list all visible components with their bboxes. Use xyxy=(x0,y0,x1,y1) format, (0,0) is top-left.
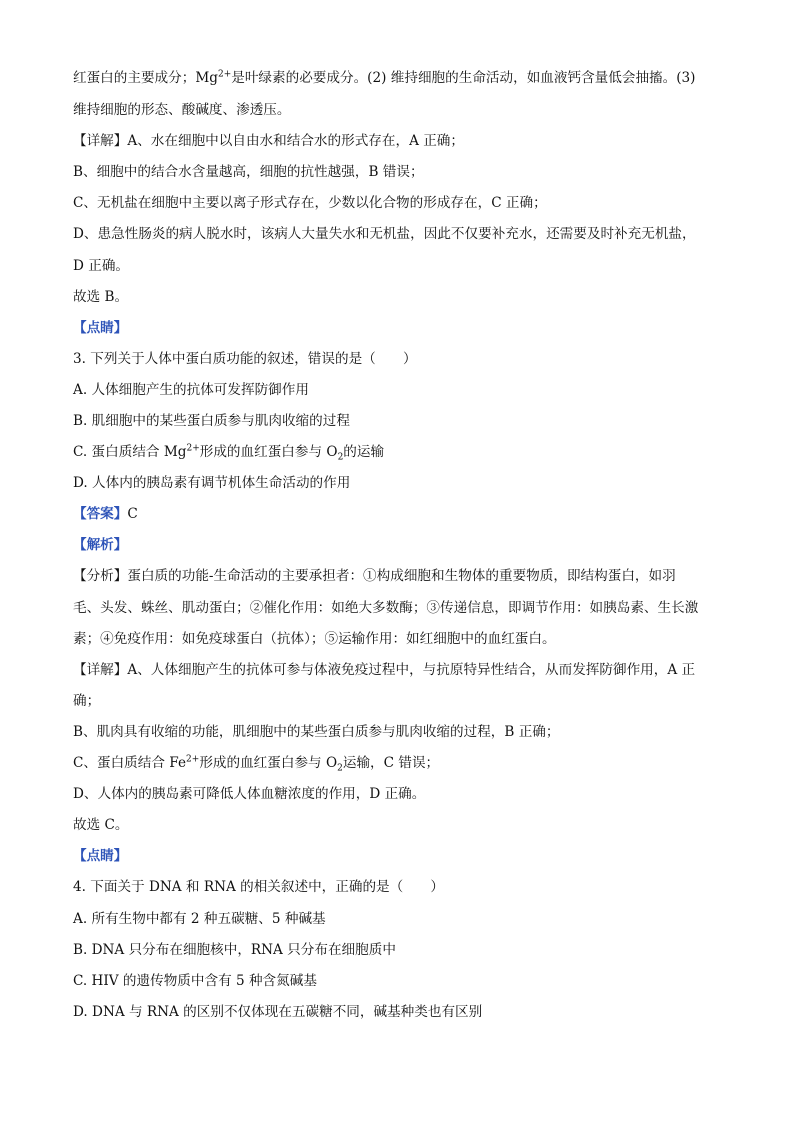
text-segment: 是叶绿素的必要成分。(2) 维持细胞的生命活动，如血液钙含量低会抽搐。(3) xyxy=(231,70,696,86)
option-c xyxy=(73,442,723,462)
text-line: 确； xyxy=(73,693,101,709)
subscript: 2 xyxy=(337,452,344,463)
option-b: B. DNA 只分布在细胞核中，RNA 只分布在细胞质中 xyxy=(73,942,396,958)
text-segment: C. 蛋白质结合 Mg xyxy=(73,444,187,460)
text-line: D、人体内的胰岛素可降低人体血糖浓度的作用，D 正确。 xyxy=(73,786,426,802)
text-line: 素；④免疫作用：如免疫球蛋白（抗体）；⑤运输作用：如红细胞中的血红蛋白。 xyxy=(73,631,556,647)
text-line: 【详解】A、水在细胞中以自由水和结合水的形式存在，A 正确； xyxy=(73,133,464,149)
text-line: D、患急性肠炎的病人脱水时，该病人大量失水和无机盐，因此不仅要补充水，还需要及时补充无机盐， xyxy=(73,226,696,242)
text-segment: 形成的血红蛋白参与 O xyxy=(199,444,338,460)
question-stem: 3. 下列关于人体中蛋白质功能的叙述，错误的是（ ） xyxy=(73,351,417,367)
section-label: 【点睛】 xyxy=(73,848,128,864)
text-segment: 形成的血红蛋白参与 O xyxy=(199,755,338,771)
option-d: D. 人体内的胰岛素有调节机体生命活动的作用 xyxy=(73,475,351,491)
answer-label: 【答案】 xyxy=(73,506,128,522)
question-stem: 4. 下面关于 DNA 和 RNA 的相关叙述中，正确的是（ ） xyxy=(73,879,445,895)
text-line: C、无机盐在细胞中主要以离子形式存在，少数以化合物的形成存在，C 正确； xyxy=(73,195,547,211)
text-segment: 红蛋白的主要成分；Mg xyxy=(73,70,218,86)
text-line xyxy=(73,68,723,88)
superscript: 2+ xyxy=(186,754,200,765)
answer-value: C xyxy=(127,506,138,522)
answer-line xyxy=(73,504,723,524)
text-line: B、细胞中的结合水含量越高，细胞的抗性越强，B 错误； xyxy=(73,164,424,180)
text-line: 维持细胞的形态、酸碱度、渗透压。 xyxy=(73,102,291,118)
option-b: B. 肌细胞中的某些蛋白质参与肌肉收缩的过程 xyxy=(73,413,350,429)
text-line: 【详解】A、人体细胞产生的抗体可参与体液免疫过程中，与抗原特异性结合，从而发挥防御作用，A 正 xyxy=(73,662,696,678)
section-label: 【点睛】 xyxy=(73,320,128,336)
option-a: A. 所有生物中都有 2 种五碳糖、5 种碱基 xyxy=(73,911,326,927)
option-d: D. DNA 与 RNA 的区别不仅体现在五碳糖不同，碱基种类也有区别 xyxy=(73,1004,483,1020)
text-line: D 正确。 xyxy=(73,258,130,274)
option-a: A. 人体细胞产生的抗体可发挥防御作用 xyxy=(73,382,309,398)
subscript: 2 xyxy=(337,763,343,774)
superscript: 2+ xyxy=(186,443,200,454)
text-segment: 运输，C 错误； xyxy=(342,755,440,771)
text-line: 【分析】蛋白质的功能-生命活动的主要承担者：①构成细胞和生物体的重要物质，即结构蛋白，如羽 xyxy=(73,568,676,584)
superscript: 2+ xyxy=(217,69,232,80)
text-segment: C、蛋白质结合 Fe xyxy=(73,755,187,771)
text-line: 故选 B。 xyxy=(73,289,129,305)
text-line: 毛、头发、蛛丝、肌动蛋白；②催化作用：如绝大多数酶；③传递信息，即调节作用：如胰岛素、生长激 xyxy=(73,600,699,616)
text-line xyxy=(73,753,723,773)
text-segment: 的运输 xyxy=(343,444,385,460)
section-label: 【解析】 xyxy=(73,537,128,553)
text-line: B、肌肉具有收缩的功能，肌细胞中的某些蛋白质参与肌肉收缩的过程，B 正确； xyxy=(73,724,560,740)
option-c: C. HIV 的遗传物质中含有 5 种含氮碱基 xyxy=(73,973,317,989)
text-line: 故选 C。 xyxy=(73,817,129,833)
